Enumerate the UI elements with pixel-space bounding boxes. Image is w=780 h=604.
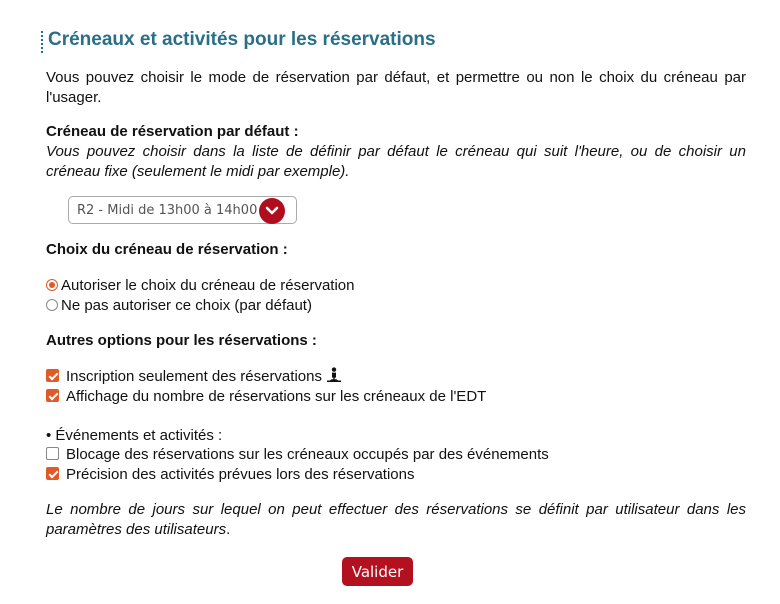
checkbox-affichage[interactable] bbox=[46, 389, 59, 402]
option-precision[interactable] bbox=[46, 465, 415, 485]
default-slot-heading: Créneau de réservation par défaut : bbox=[46, 123, 299, 140]
intro-text: Vous pouvez choisir le mode de réservation par défaut, et permettre ou non le choix du créneau par l'usager. bbox=[46, 69, 746, 106]
radio-deny[interactable] bbox=[46, 299, 58, 311]
checkbox-precision[interactable] bbox=[46, 467, 59, 480]
person-info-icon bbox=[326, 367, 342, 389]
section-marker bbox=[41, 31, 43, 53]
option-affichage-label: Affichage du nombre de réservations sur les créneaux de l'EDT bbox=[66, 388, 487, 405]
other-options-heading: Autres options pour les réservations : bbox=[46, 332, 317, 349]
events-heading: • Événements et activités : bbox=[46, 427, 223, 444]
submit-button[interactable]: Valider bbox=[342, 557, 413, 586]
default-slot-selected-value: R2 - Midi de 13h00 à 14h00 bbox=[77, 203, 258, 218]
radio-option-allow[interactable] bbox=[46, 276, 355, 296]
chevron-down-icon[interactable] bbox=[259, 198, 285, 224]
option-precision-label: Précision des activités prévues lors des réservations bbox=[66, 466, 415, 483]
radio-option-deny[interactable] bbox=[46, 296, 312, 316]
radio-allow[interactable] bbox=[46, 279, 58, 291]
radio-allow-label: Autoriser le choix du créneau de réservation bbox=[61, 277, 355, 294]
checkbox-blocage[interactable] bbox=[46, 447, 59, 460]
footer-note bbox=[46, 500, 746, 540]
radio-deny-label: Ne pas autoriser ce choix (par défaut) bbox=[61, 297, 312, 314]
option-blocage[interactable] bbox=[46, 445, 549, 465]
option-blocage-label: Blocage des réservations sur les créneaux occupés par des événements bbox=[66, 446, 549, 463]
footer-note-end: . bbox=[226, 521, 231, 538]
option-inscription-label: Inscription seulement des réservations bbox=[66, 368, 322, 385]
default-slot-select[interactable] bbox=[68, 196, 297, 224]
default-slot-description: Vous pouvez choisir dans la liste de définir par défaut le créneau qui suit l'heure, ou de choisir un créneau fixe (seulement le midi par exemple). bbox=[46, 143, 746, 180]
checkbox-inscription[interactable] bbox=[46, 369, 59, 382]
page-title: Créneaux et activités pour les réservations bbox=[48, 29, 436, 50]
slot-choice-heading: Choix du créneau de réservation : bbox=[46, 241, 288, 258]
option-affichage[interactable] bbox=[46, 387, 486, 407]
option-inscription[interactable] bbox=[46, 367, 342, 389]
footer-note-text: Le nombre de jours sur lequel on peut effectuer des réservations se définit par utilisateur dans les paramètres des utilisateurs bbox=[46, 501, 746, 538]
